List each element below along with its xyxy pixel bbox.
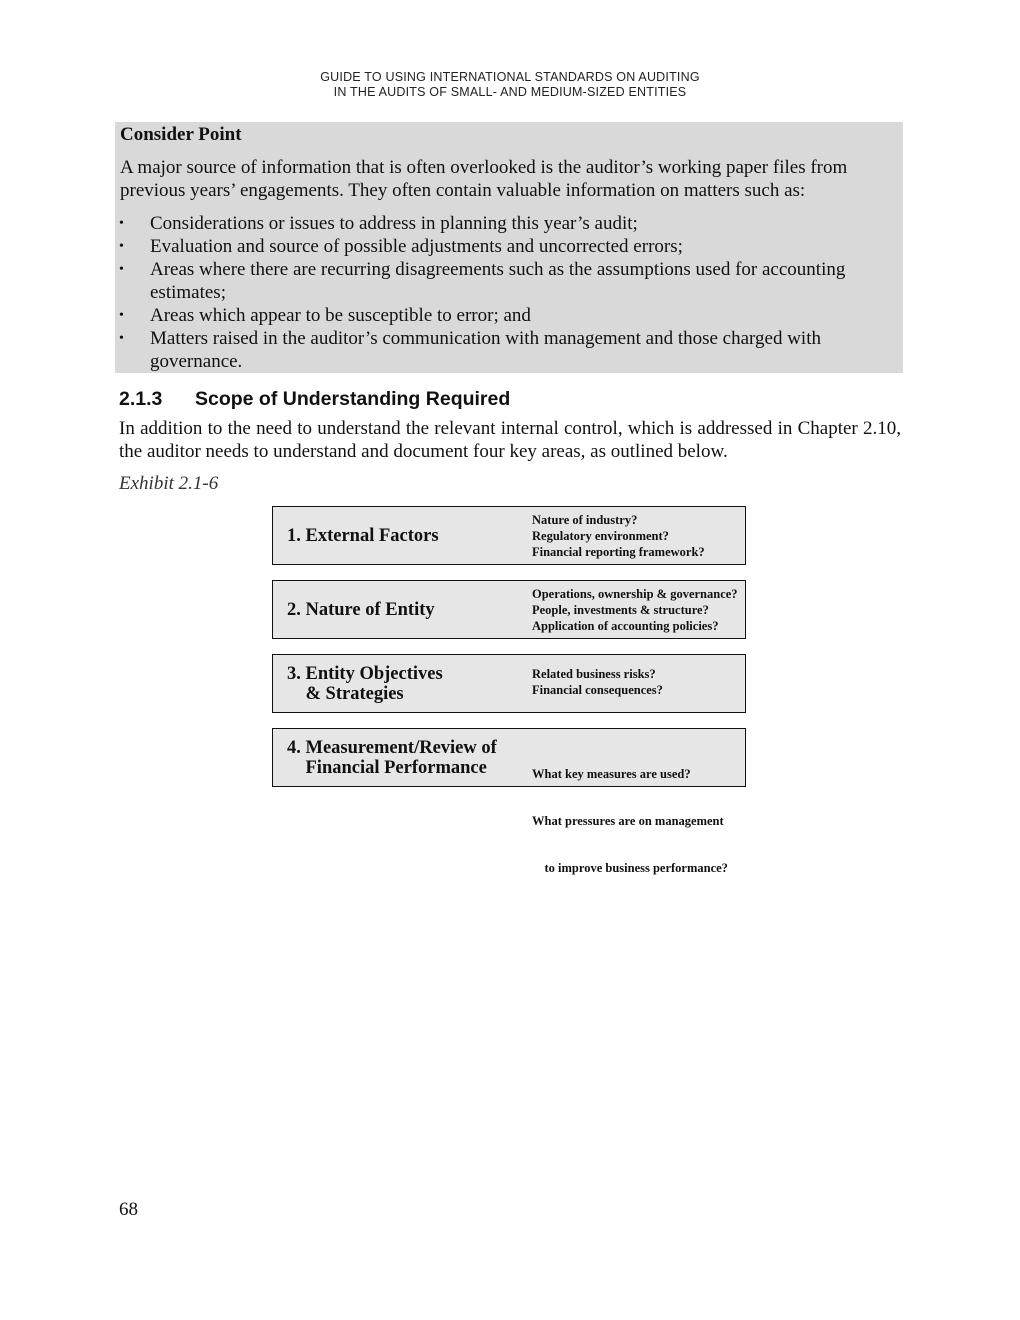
bullet-text: Areas which appear to be susceptible to error; and	[150, 305, 531, 326]
consider-point-intro: A major source of information that is often overlooked is the auditor’s working paper files from previous years’ engagements. They often contain valuable information on matters such as:	[120, 157, 848, 201]
bullet-item	[115, 327, 903, 373]
exhibit-box-external-factors	[272, 506, 746, 565]
bullet-dot: •	[119, 216, 124, 231]
bullet-dot: •	[119, 239, 124, 254]
section-heading	[119, 388, 510, 411]
bullet-item	[115, 212, 903, 235]
exhibit-question: Regulatory environment?	[532, 528, 669, 543]
exhibit-box-title: 1. External Factors	[287, 526, 439, 546]
exhibit-box-questions	[532, 513, 705, 560]
exhibit-question: People, investments & structure?	[532, 602, 709, 617]
bullet-text: Matters raised in the auditor’s communication with management and those charged with governance.	[150, 328, 821, 372]
exhibit-box-title: 2. Nature of Entity	[287, 600, 435, 620]
exhibit-box-measurement-review	[272, 728, 746, 876]
exhibit-box-questions	[532, 587, 738, 634]
exhibit-question: Nature of industry?	[532, 513, 638, 527]
exhibit-question: Financial reporting framework?	[532, 544, 705, 559]
exhibit-question: to improve business performance?	[532, 861, 728, 876]
bullet-item	[115, 258, 903, 304]
exhibit-question: Financial consequences?	[532, 682, 663, 697]
exhibit-question: Application of accounting policies?	[532, 618, 719, 633]
exhibit-box-title: 4. Measurement/Review of Financial Performance	[287, 738, 497, 778]
bullet-dot: •	[119, 262, 124, 277]
exhibit-box-objectives-strategies	[272, 654, 746, 713]
section-title: Scope of Understanding Required	[195, 388, 511, 410]
exhibit-box-nature-of-entity	[272, 580, 746, 639]
running-header	[0, 70, 1020, 100]
exhibit-box-questions	[532, 735, 728, 909]
section-paragraph: In addition to the need to understand the relevant internal control, which is addressed in Chapter 2.10, the auditor needs to understand and document four key areas, as outlined below.	[119, 418, 901, 462]
bullet-text: Evaluation and source of possible adjustments and uncorrected errors;	[150, 236, 683, 257]
bullet-dot: •	[119, 331, 124, 346]
consider-point-box	[115, 122, 903, 373]
exhibit-question: What key measures are used?	[532, 766, 691, 781]
bullet-text: Areas where there are recurring disagreements such as the assumptions used for accounting estimates;	[150, 259, 846, 303]
bullet-item	[115, 304, 903, 327]
running-header-line-1: GUIDE TO USING INTERNATIONAL STANDARDS ON AUDITING	[320, 70, 700, 84]
consider-point-title: Consider Point	[120, 124, 242, 145]
exhibit-question: Related business risks?	[532, 667, 656, 681]
consider-point-bullet-list	[115, 212, 903, 373]
exhibit-box-title: 3. Entity Objectives & Strategies	[287, 664, 443, 704]
bullet-item	[115, 235, 903, 258]
exhibit-question: Operations, ownership & governance?	[532, 587, 738, 601]
page-number: 68	[119, 1199, 138, 1220]
running-header-line-2: IN THE AUDITS OF SMALL- AND MEDIUM-SIZED ENTITIES	[333, 85, 687, 99]
bullet-text: Considerations or issues to address in planning this year’s audit;	[150, 213, 638, 234]
exhibit-box-questions	[532, 667, 663, 699]
section-number: 2.1.3	[119, 388, 163, 410]
exhibit-question: What pressures are on management	[532, 813, 724, 828]
bullet-dot: •	[119, 308, 124, 323]
exhibit-caption: Exhibit 2.1-6	[119, 473, 219, 494]
